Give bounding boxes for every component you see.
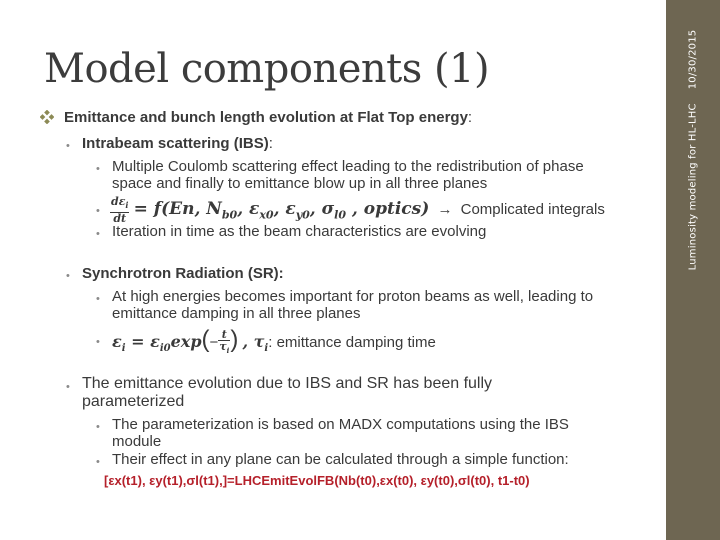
bullet-dot: • (96, 336, 100, 348)
bullet-dot: • (96, 228, 100, 240)
bullet-dot: • (96, 205, 100, 217)
evo-bullet-1-line-2: module (112, 433, 162, 450)
sr-equation: $\varepsilon_i = \varepsilon_{i0}\exp(-$ $\frac{t}{\tau_i}$ ) , $\tau_i$: emittance damping time (112, 326, 436, 356)
sr-bullet-1-line-1: At high energies becomes important for proton beams as well, leading to (112, 288, 594, 305)
ibs-bullet-1-line-1: Multiple Coulomb scattering effect leading to the redistribution of phase (112, 158, 584, 175)
section-heading: Emittance and bunch length evolution at Flat Top energy: (64, 109, 473, 126)
bullet-dot: • (96, 421, 100, 433)
sidebar-footer (688, 30, 699, 271)
sr-eq-note: : emittance damping time (268, 334, 436, 351)
bullet-dot: • (96, 163, 100, 175)
ibs-bullet-3: Iteration in time as the beam characteristics are evolving (112, 223, 487, 240)
ibs-eq-fraction: $\frac{d\varepsilon_i}{dt}$ (111, 195, 129, 225)
ibs-eq-note: Complicated integrals (460, 201, 605, 218)
sr-eq-fraction: $\frac{t}{\tau_i}$ (219, 328, 230, 356)
sr-heading: Synchrotron Radiation (SR): (82, 265, 284, 282)
evo-line-1: The emittance evolution due to IBS and SR has been fully (82, 375, 493, 392)
ibs-heading: Intrabeam scattering (IBS): (82, 135, 273, 152)
diamond-bullet-icon (40, 110, 54, 124)
bullet-dot: • (96, 456, 100, 468)
bullet-dot: • (66, 270, 70, 282)
evo-line-2: parameterized (82, 393, 185, 410)
sr-bullet-1-line-2: emittance damping in all three planes (112, 305, 361, 322)
sidebar-subject: Luminosity modeling for HL-LHC (687, 103, 699, 271)
page-title: Model components (1) (44, 46, 490, 92)
sidebar-date: 10/30/2015 (687, 29, 699, 90)
evo-bullet-1-line-1: The parameterization is based on MADX computations using the IBS (112, 416, 569, 433)
bullet-dot: • (66, 140, 70, 152)
ibs-equation: $\frac{d\varepsilon_i}{dt}$ = f(En, $N_{b0}$, $\varepsilon_{x0}$, $\varepsilon_{y0}$, $\sigma_{l0}$ , optics) → Complicated integrals (111, 195, 605, 225)
bullet-dot: • (96, 293, 100, 305)
evo-bullet-2: Their effect in any plane can be calculated through a simple function: (112, 451, 569, 468)
arrow-right-icon: → (437, 201, 453, 218)
bullet-dot: • (66, 381, 70, 393)
evo-formula: [εx(t1), εy(t1),σl(t1),]=LHCEmitEvolFB(Nb(t0),εx(t0), εy(t0),σl(t0), t1-t0) (104, 473, 530, 488)
ibs-bullet-1-line-2: space and finally to emittance blow up in all three planes (112, 175, 488, 192)
